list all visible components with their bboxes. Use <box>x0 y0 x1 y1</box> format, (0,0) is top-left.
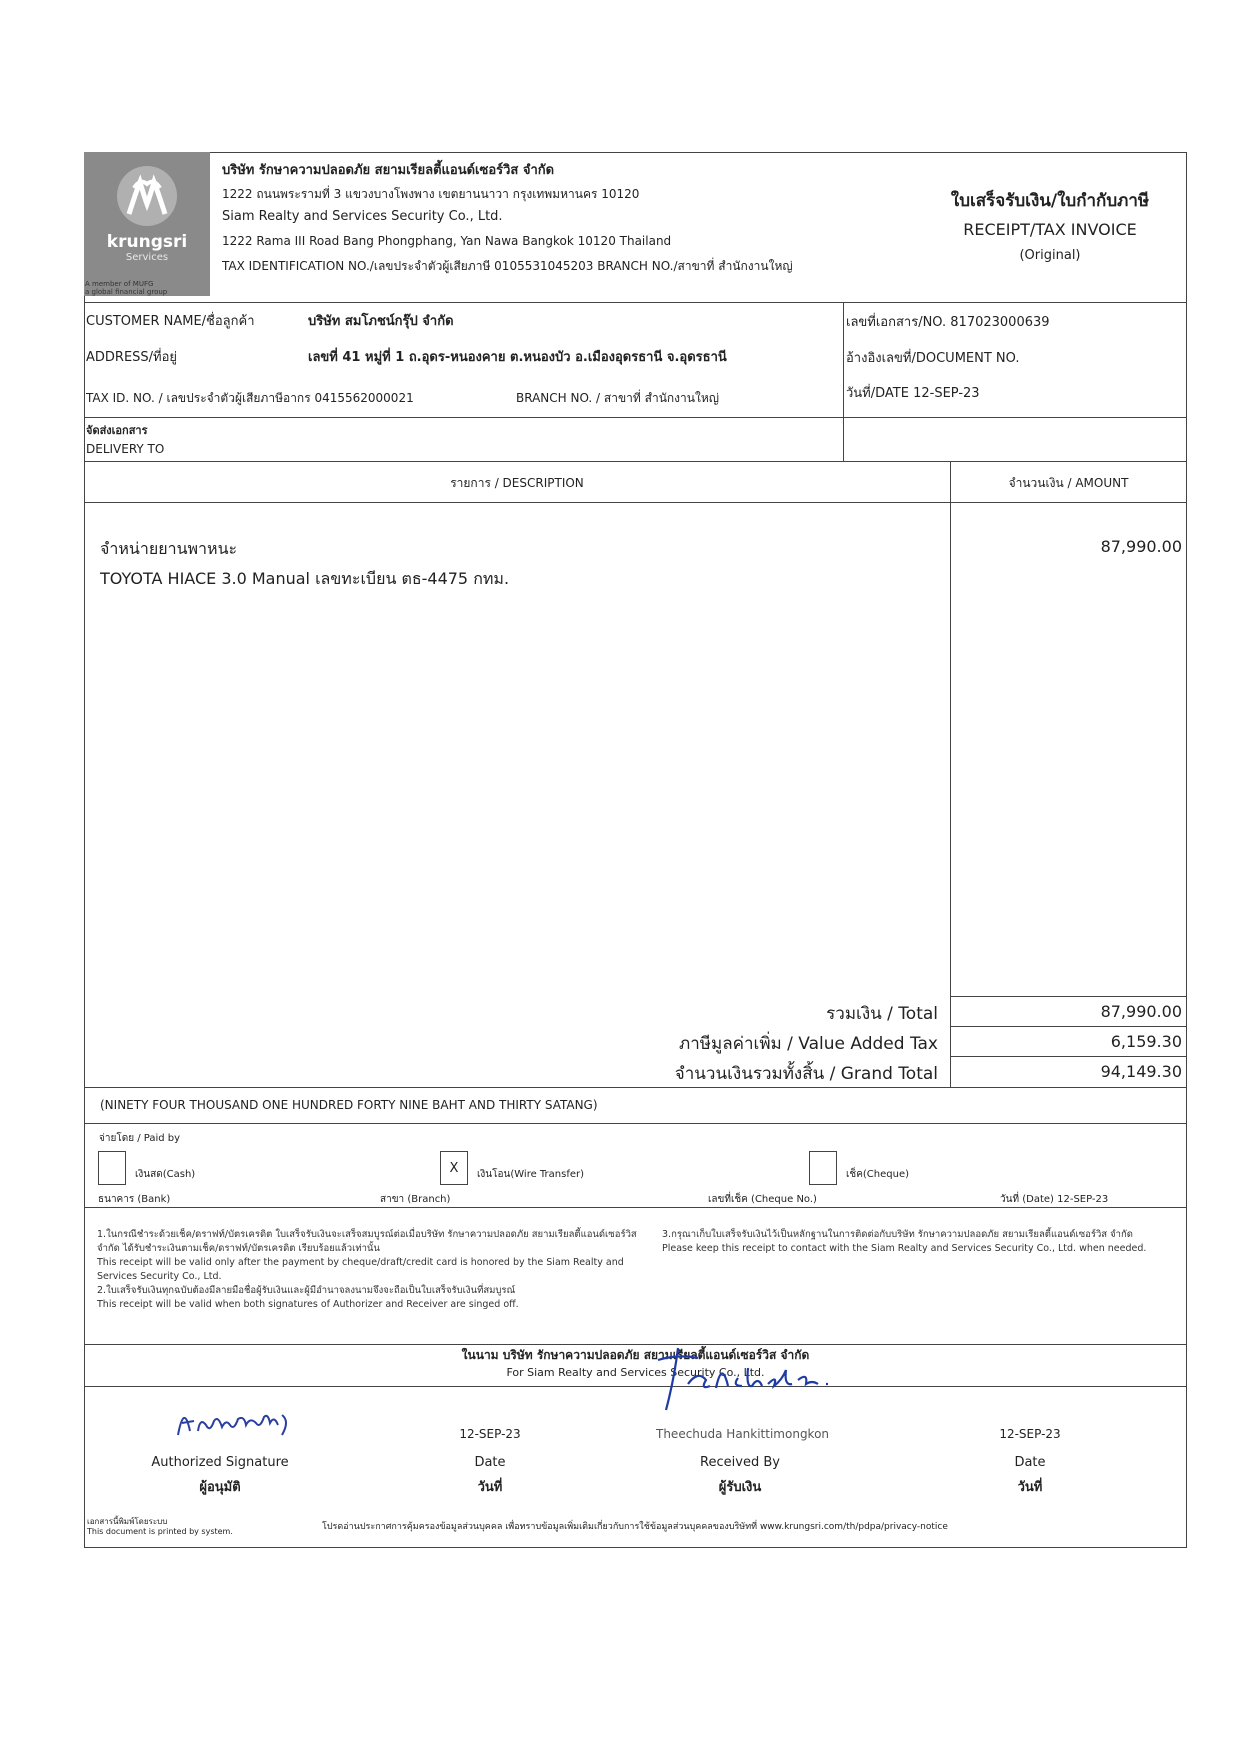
company-address-en: 1222 Rama III Road Bang Phongphang, Yan Nawa Bangkok 10120 Thailand <box>222 234 672 248</box>
bank-label: ธนาคาร (Bank) <box>98 1194 171 1205</box>
item-line-1: จำหน่ายยานพาหนะ <box>100 539 238 558</box>
description-header: รายการ / DESCRIPTION <box>450 476 584 490</box>
customer-name-label: CUSTOMER NAME/ชื่อลูกค้า <box>86 314 255 329</box>
divider <box>950 461 951 1087</box>
received-date-label-th: วันที่ <box>1017 1480 1043 1495</box>
grand-total-label: จำนวนเงินรวมทั้งสิ้น / Grand Total <box>674 1064 938 1084</box>
logo-group: a global financial group <box>85 288 168 296</box>
authorized-signature-image <box>170 1395 310 1443</box>
divider <box>84 417 1187 418</box>
total-label: รวมเงิน / Total <box>826 1004 938 1024</box>
doc-copy-label: (Original) <box>1019 248 1081 263</box>
divider <box>84 502 1187 503</box>
amount-header: จำนวนเงิน / AMOUNT <box>1008 476 1129 490</box>
note-3-th: 3.กรุณาเก็บใบเสร็จรับเงินไว้เป็นหลักฐานในการติดต่อกับบริษัท รักษาความปลอดภัย สยามเรียลตี้แอนด์เซอร์วิส จำกัด <box>662 1229 1133 1240</box>
wire-transfer-checkbox: X <box>440 1151 468 1185</box>
logo-sub: Services <box>125 252 169 263</box>
note-1 <box>97 1228 642 1312</box>
divider <box>950 1056 1187 1057</box>
privacy-notice: โปรดอ่านประกาศการคุ้มครองข้อมูลส่วนบุคคล เพื่อทราบข้อมูลเพิ่มเติมเกี่ยวกับการใช้ข้อมูลส่วนบุคคลของบริษัทที่ www.krungsri.com/th/pdpa/privacy-notice <box>322 1522 948 1532</box>
document-number: เลขที่เอกสาร/NO. 817023000639 <box>846 315 1050 330</box>
authorized-signature-label-th: ผู้อนุมัติ <box>199 1480 241 1495</box>
system-printed-en: This document is printed by system. <box>87 1527 233 1536</box>
note-2-th: 2.ใบเสร็จรับเงินทุกฉบับต้องมีลายมือชื่อผู้รับเงินและผู้มีอำนาจลงนามจึงจะถือเป็นใบเสร็จรับเงินที่สมบูรณ์ <box>97 1285 516 1296</box>
logo-brand: krungsri <box>106 232 188 252</box>
on-behalf-th: ในนาม บริษัท รักษาความปลอดภัย สยามเรียลตี้แอนด์เซอร์วิส จำกัด <box>461 1348 810 1362</box>
cash-label: เงินสด(Cash) <box>135 1169 196 1180</box>
divider <box>843 302 844 461</box>
note-1-en: This receipt will be valid only after the payment by cheque/draft/credit card is honored by the Siam Realty and Services Security Co., Ltd. <box>97 1257 624 1282</box>
divider <box>84 461 1187 462</box>
receiver-name: Theechuda Hankittimongkon <box>656 1427 830 1441</box>
divider <box>84 1123 1187 1124</box>
customer-branch: BRANCH NO. / สาขาที่ สำนักงานใหญ่ <box>516 391 719 405</box>
customer-address-label: ADDRESS/ที่อยู่ <box>86 350 178 365</box>
item-amount: 87,990.00 <box>1100 537 1182 556</box>
document-date: วันที่/DATE 12-SEP-23 <box>846 386 980 401</box>
company-tax-id: TAX IDENTIFICATION NO./เลขประจำตัวผู้เสียภาษี 0105531045203 BRANCH NO./สาขาที่ สำนักงานใหญ่ <box>222 259 793 273</box>
document-reference: อ้างอิงเลขที่/DOCUMENT NO. <box>846 351 1020 366</box>
cheque-number-label: เลขที่เช็ค (Cheque No.) <box>708 1194 817 1205</box>
customer-name-value: บริษัท สมโภชน์กรุ๊ป จำกัด <box>308 314 454 329</box>
delivery-label-th: จัดส่งเอกสาร <box>86 424 148 437</box>
divider <box>84 302 1187 303</box>
received-date-label: Date <box>1014 1455 1046 1470</box>
divider <box>950 996 1187 997</box>
on-behalf-en: For Siam Realty and Services Security Co., Ltd. <box>506 1366 765 1379</box>
cash-checkbox <box>98 1151 126 1185</box>
amount-in-words: (NINETY FOUR THOUSAND ONE HUNDRED FORTY NINE BAHT AND THIRTY SATANG) <box>100 1098 598 1112</box>
divider <box>84 1344 1187 1345</box>
vat-label: ภาษีมูลค่าเพิ่ม / Value Added Tax <box>679 1034 938 1054</box>
date-label-th: วันที่ <box>477 1480 503 1495</box>
received-by-label-th: ผู้รับเงิน <box>718 1480 762 1495</box>
customer-address-value: เลขที่ 41 หมู่ที่ 1 ถ.อุดร-หนองคาย ต.หนองบัว อ.เมืองอุดรธานี จ.อุดรธานี <box>308 350 727 365</box>
note-3-en: Please keep this receipt to contact with the Siam Realty and Services Security Co., Ltd. when needed. <box>662 1243 1147 1254</box>
divider <box>84 1087 1187 1088</box>
date-label: Date <box>474 1455 506 1470</box>
logo-member: A member of MUFG <box>85 280 154 288</box>
doc-title-en: RECEIPT/TAX INVOICE <box>963 220 1137 239</box>
delivery-label-en: DELIVERY TO <box>86 442 165 456</box>
company-name-th: บริษัท รักษาความปลอดภัย สยามเรียลตี้แอนด์เซอร์วิส จำกัด <box>222 163 555 178</box>
doc-title-th: ใบเสร็จรับเงิน/ใบกำกับภาษี <box>950 191 1150 211</box>
payment-date: วันที่ (Date) 12-SEP-23 <box>1000 1194 1109 1205</box>
branch-label: สาขา (Branch) <box>380 1194 451 1205</box>
authorized-signature-label: Authorized Signature <box>151 1455 289 1470</box>
received-date: 12-SEP-23 <box>999 1427 1061 1441</box>
wire-transfer-label: เงินโอน(Wire Transfer) <box>477 1169 585 1180</box>
company-address-th: 1222 ถนนพระรามที่ 3 แขวงบางโพงพาง เขตยานนาวา กรุงเทพมหานคร 10120 <box>222 187 640 201</box>
note-1-th: 1.ในกรณีชำระด้วยเช็ค/ดราฟท์/บัตรเครดิต ใบเสร็จรับเงินจะเสร็จสมบูรณ์ต่อเมื่อบริษัท รักษาความปลอดภัย สยามเรียลตี้แอนด์เซอร์วิส จำกัด ได้รับชำระเงินตามเช็ค/ดราฟท์/บัตรเครดิต เรียบร้อยแล้วเท่านั้น <box>97 1229 637 1254</box>
received-by-label: Received By <box>700 1455 780 1470</box>
paid-by-label: จ่ายโดย / Paid by <box>99 1133 181 1144</box>
divider <box>84 1386 1187 1387</box>
company-logo <box>84 152 210 296</box>
total-value: 87,990.00 <box>1100 1002 1182 1021</box>
note-2-en: This receipt will be valid when both signatures of Authorizer and Receiver are singed off. <box>97 1299 519 1310</box>
authorized-date: 12-SEP-23 <box>459 1427 521 1441</box>
receiver-signature-image <box>648 1340 858 1418</box>
cheque-checkbox <box>809 1151 837 1185</box>
divider <box>84 1207 1187 1208</box>
divider <box>950 1026 1187 1027</box>
vat-value: 6,159.30 <box>1110 1032 1182 1051</box>
customer-tax-id: TAX ID. NO. / เลขประจำตัวผู้เสียภาษีอากร 0415562000021 <box>86 391 414 405</box>
cheque-label: เช็ค(Cheque) <box>846 1169 910 1180</box>
note-3 <box>662 1228 1172 1256</box>
company-name-en: Siam Realty and Services Security Co., Ltd. <box>222 209 503 224</box>
item-line-2: TOYOTA HIACE 3.0 Manual เลขทะเบียน ตธ-4475 กทม. <box>100 569 510 588</box>
system-printed-th: เอกสารนี้พิมพ์โดยระบบ <box>87 1517 168 1526</box>
grand-total-value: 94,149.30 <box>1100 1062 1182 1081</box>
